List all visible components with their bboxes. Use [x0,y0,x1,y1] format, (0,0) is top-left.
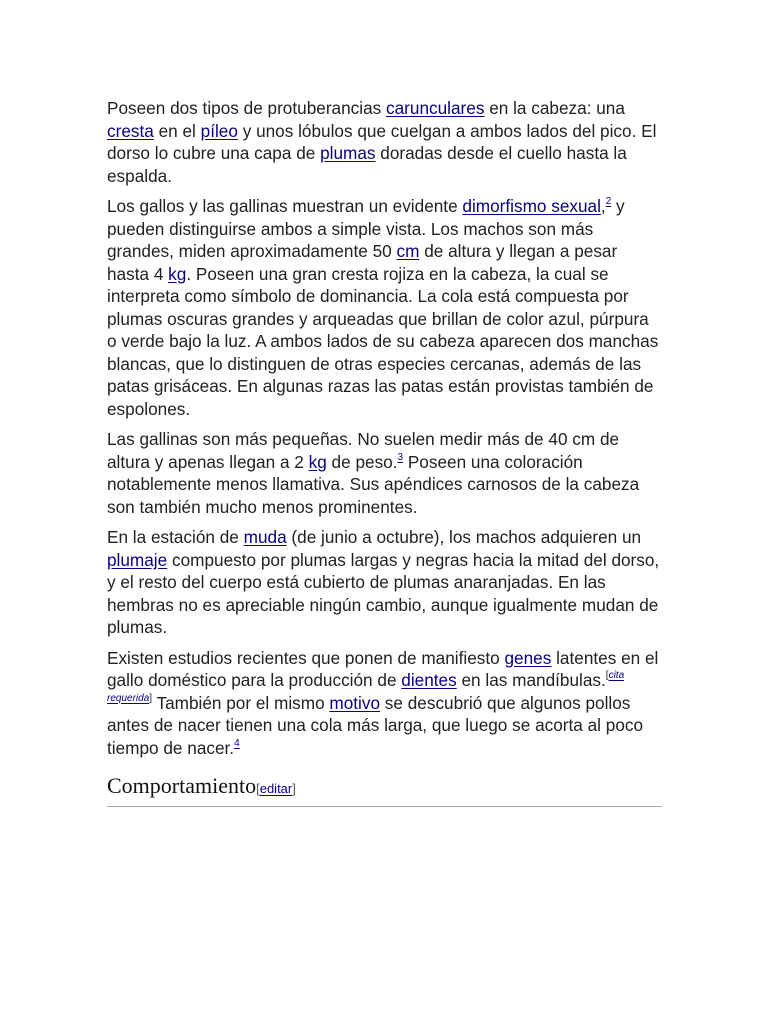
text-run: Poseen dos tipos de protuberancias [107,98,387,118]
link-motivo[interactable]: motivo [329,692,381,713]
text-run: También por el mismo [152,692,330,713]
link-pileo[interactable]: píleo [200,120,238,141]
link-muda[interactable]: muda [243,527,287,547]
reference-2[interactable]: 2 [605,196,612,207]
link-cresta[interactable]: cresta [107,120,154,141]
citation-bracket: ] [149,692,153,704]
paragraph [107,647,662,760]
text-run: de peso. [326,451,398,472]
text-run: y unos lóbulos que cuelgan a ambos lados del pico. El dorso lo cubre una capa de [107,120,657,163]
link-cm[interactable]: cm [396,241,420,261]
paragraph [107,428,662,518]
text-run: (de junio a octubre), los machos adquieren un [286,527,642,547]
paragraph [107,195,662,420]
citation-needed-link[interactable]: cita requerida [107,670,625,704]
paragraph [107,526,662,639]
reference-4[interactable]: 4 [234,737,240,749]
link-dientes[interactable]: dientes [401,670,457,690]
section-heading [107,773,662,807]
edit-section-link-wrapper [256,781,296,796]
text-run: y pueden distinguirse ambos a simple vista. Los machos son más grandes, miden aproximadamente 50 [107,196,625,261]
reference-3[interactable]: 3 [397,451,404,463]
text-run: , [600,196,606,216]
article-body [107,97,662,759]
text-run: Las gallinas son más pequeñas. No suelen medir más de 40 cm de altura y apenas llegan a 2 [107,429,620,472]
text-run: Poseen una coloración notablemente menos llamativa. Sus apéndices carnosos de la cabeza son también mucho menos prominentes. [107,451,640,517]
text-run: . Poseen una gran cresta rojiza en la cabeza, la cual se interpreta como símbolo de dominancia. La cola está compuesta por plumas oscuras grandes y arqueadas que brillan de color azul, púrpura o verde bajo la luz. A ambos lados de su cabeza aparecen dos manchas blancas, que lo distinguen de otras especies cercanas, además de las patas grisáceas. En algunas razas las patas están provistas también de espolones. [107,263,659,419]
text-run: en las mandíbulas. [456,670,606,690]
text-run: En la estación de [107,527,244,547]
text-run: en el [153,120,201,141]
link-plumaje[interactable]: plumaje [107,549,168,570]
text-run: latentes en el gallo doméstico para la producción de [107,647,659,690]
citation-bracket: [ [605,670,609,681]
edit-bracket-close: ] [292,781,296,796]
article-content [107,97,662,807]
link-carunculares[interactable]: carunculares [386,98,485,118]
text-run: compuesto por plumas largas y negras hacia la mitad del dorso, y el resto del cuerpo está cubierto de plumas anaranjadas. En las hembras no es apreciable ningún cambio, aunque igualmente mudan de plumas. [107,549,660,637]
text-run: de altura y llegan a pesar hasta 4 [107,241,618,284]
superscript [234,738,240,749]
text-run: Los gallos y las gallinas muestran un evidente [107,196,463,216]
text-run: se descubrió que algunos pollos antes de nacer tienen una cola más larga, que luego se acorta al poco tiempo de nacer. [107,692,644,758]
link-kg[interactable]: kg [168,263,187,284]
link-kg[interactable]: kg [308,451,327,472]
edit-bracket-open: [ [256,781,260,796]
text-run: doradas desde el cuello hasta la espalda. [107,143,627,186]
text-run: Existen estudios recientes que ponen de manifiesto [107,647,505,668]
paragraph [107,97,662,187]
text-run: en la cabeza: una [484,98,625,118]
edit-section-link[interactable]: editar [259,781,293,796]
link-dimorfismo-sexual[interactable]: dimorfismo sexual [462,196,601,216]
section-title: Comportamiento [107,773,257,798]
link-plumas[interactable]: plumas [320,143,376,163]
link-genes[interactable]: genes [504,647,552,668]
